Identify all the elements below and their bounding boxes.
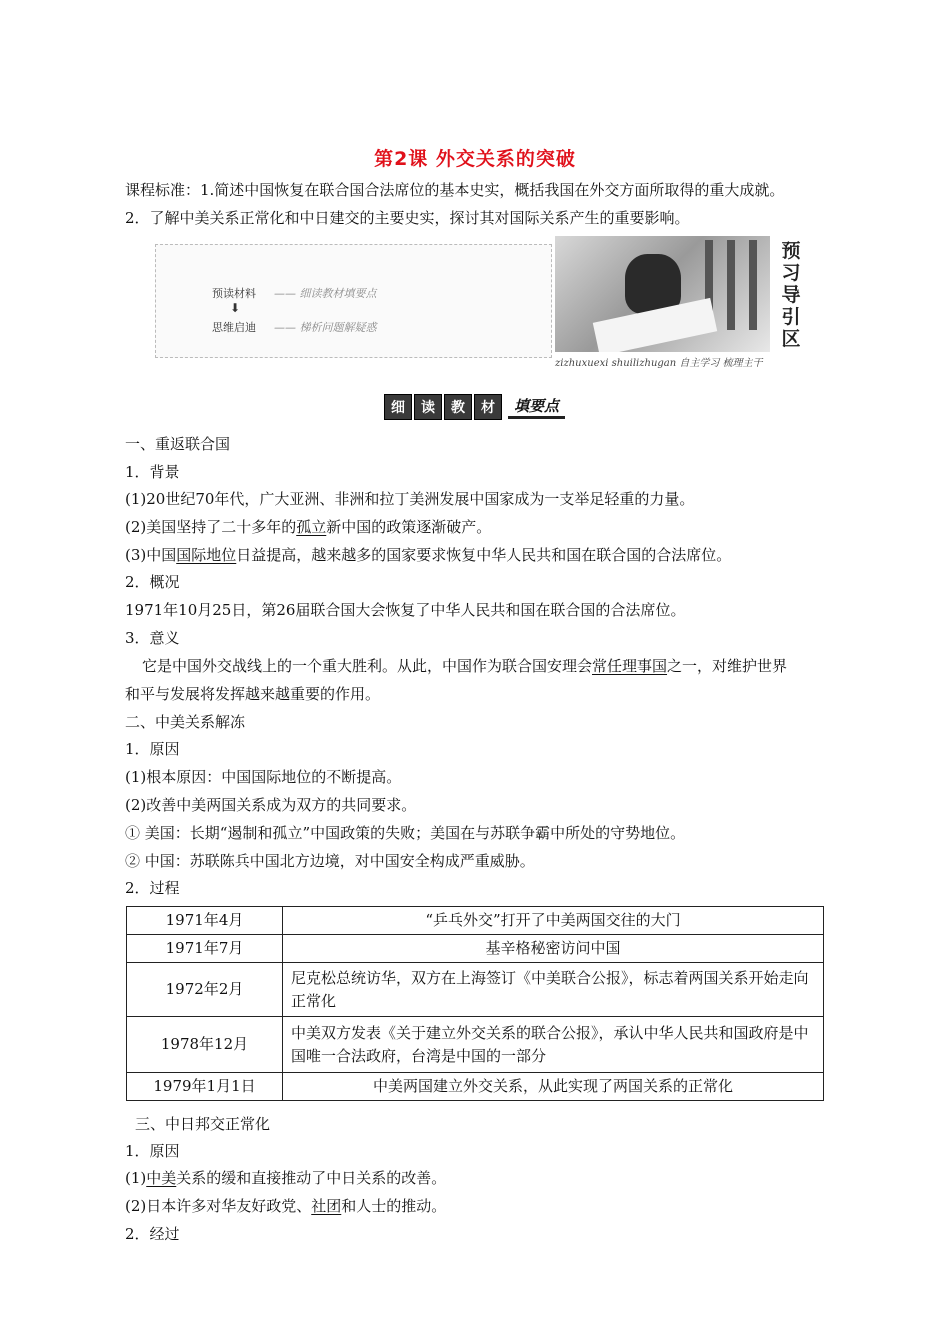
section-3-process-heading: 2．经过 [125,1225,180,1243]
table-date-cell: 1978年12月 [127,1017,283,1073]
section-3-cause-item-1: (1)中美关系的缓和直接推动了中日关系的改善。 [125,1169,447,1187]
background-item-3: (3)中国国际地位日益提高，越来越多的国家要求恢复中华人民共和国在联合国的合法席位。 [125,546,732,564]
flow-step-1: 预读材料 [212,287,256,300]
standards-line-2: 2．了解中美关系正常化和中日建交的主要史实，探讨其对国际关系产生的重要影响。 [125,209,690,227]
table-row [127,907,824,935]
process-table [126,906,824,1101]
section-3-heading: 三、中日邦交正常化 [135,1115,271,1133]
flow-step-1-note: —— 细读教材填要点 [274,287,377,300]
student-reading-image [555,236,770,352]
background-heading: 1．背景 [125,463,180,481]
table-event-cell: 中美双方发表《关于建立外交关系的联合公报》，承认中华人民共和国政府是中国唯一合法政府，台湾是中国的一部分 [283,1017,824,1073]
table-row [127,1017,824,1073]
meaning-text-1: 它是中国外交战线上的一个重大胜利。从此，中国作为联合国安理会常任理事国之一，对维护世界 [142,657,788,675]
table-event-cell: “乒乓外交”打开了中美两国交往的大门 [283,907,824,935]
flow-step-2-note: —— 梯析问题解疑惑 [274,321,377,334]
table-event-cell: 尼克松总统访华，双方在上海签订《中美联合公报》，标志着两国关系开始走向正常化 [283,963,824,1017]
table-date-cell: 1971年7月 [127,935,283,963]
background-item-2: (2)美国坚持了二十多年的孤立新中国的政策逐渐破产。 [125,518,492,536]
overview-text: 1971年10月25日，第26届联合国大会恢复了中华人民共和国在联合国的合法席位。 [125,601,686,619]
table-row [127,935,824,963]
badge-tail: 填要点 [508,395,565,419]
cause-item-1: (1)根本原因：中国国际地位的不断提高。 [125,768,402,786]
flow-step-2: 思维启迪 [212,321,256,334]
table-event-cell: 基辛格秘密访问中国 [283,935,824,963]
cause-item-3: ① 美国：长期“遏制和孤立”中国政策的失败；美国在与苏联争霸中所处的守势地位。 [125,824,686,842]
arrow-down-icon: ⬇ [230,301,241,315]
section-2-heading: 二、中美关系解冻 [125,713,246,731]
background-item-1: (1)20世纪70年代，广大亚洲、非洲和拉丁美洲发展中国家成为一支举足轻重的力量。 [125,490,695,508]
process-heading: 2．过程 [125,879,180,897]
table-date-cell: 1979年1月1日 [127,1073,283,1101]
table-date-cell: 1971年4月 [127,907,283,935]
table-event-cell: 中美两国建立外交关系，从此实现了两国关系的正常化 [283,1073,824,1101]
table-date-cell: 1972年2月 [127,963,283,1017]
cause-item-4: ② 中国：苏联陈兵中国北方边境，对中国安全构成严重威胁。 [125,852,535,870]
cause-item-2: (2)改善中美两国关系成为双方的共同要求。 [125,796,417,814]
page-title: 第2课 外交关系的突破 [374,148,576,170]
banner-flow-box [155,244,552,358]
section-3-cause-heading: 1．原因 [125,1142,180,1160]
standards-line-1: 课程标准：1.简述中国恢复在联合国合法席位的基本史实，概括我国在外交方面所取得的重大成就。 [125,181,785,199]
cause-heading: 1．原因 [125,740,180,758]
preview-guide-title: 预 习 导 引 区 [781,240,801,350]
meaning-heading: 3．意义 [125,629,180,647]
section-badge: 细 读 教 材 填要点 [384,394,565,420]
overview-heading: 2．概况 [125,573,180,591]
table-row [127,963,824,1017]
section-3-cause-item-2: (2)日本许多对华友好政党、社团和人士的推动。 [125,1197,447,1215]
table-row [127,1073,824,1101]
banner-caption: zizhuxuexi shuilizhugan 自主学习 梳理主干 [555,358,763,369]
meaning-text-2: 和平与发展将发挥越来越重要的作用。 [125,685,381,703]
preview-banner [155,236,805,369]
section-1-heading: 一、重返联合国 [125,435,231,453]
